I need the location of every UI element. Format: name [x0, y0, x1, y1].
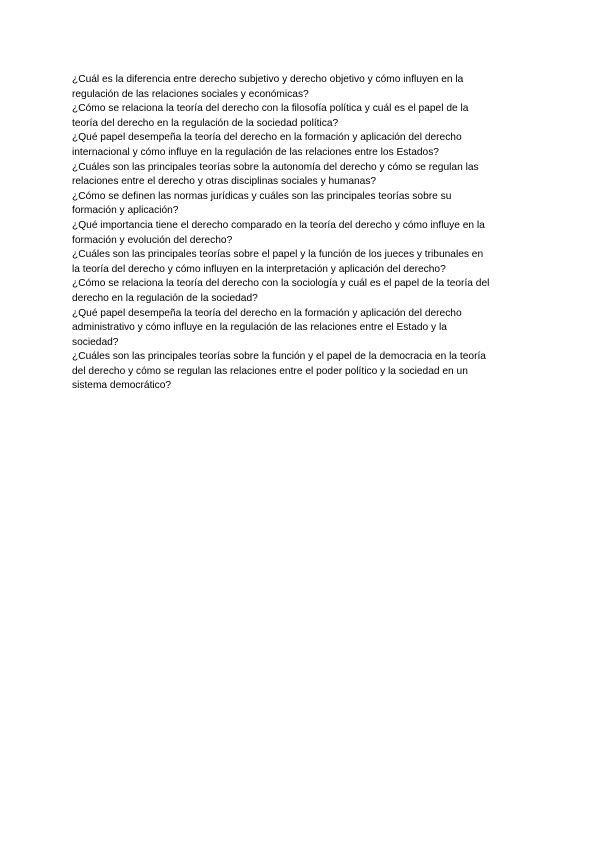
question-item: ¿Cuál es la diferencia entre derecho subjetivo y derecho objetivo y cómo influyen en la regulación de las relaciones sociales y económicas?: [72, 74, 464, 100]
question-item: ¿Qué papel desempeña la teoría del derecho en la formación y aplicación del derecho administrativo y cómo influye en la regulación de las relaciones entre el Estado y la sociedad?: [72, 307, 462, 348]
question-item: ¿Qué importancia tiene el derecho comparado en la teoría del derecho y cómo influye en la formación y evolución del derecho?: [72, 219, 485, 246]
question-item: ¿Cómo se definen las normas jurídicas y cuáles son las principales teorías sobre su formación y aplicación?: [72, 190, 452, 217]
question-list: [72, 73, 530, 394]
question-item: ¿Cuáles son las principales teorías sobre la autonomía del derecho y cómo se regulan las relaciones entre el derecho y otras disciplinas sociales y humanas?: [72, 161, 479, 188]
question-item: ¿Cuáles son las principales teorías sobre la función y el papel de la democracia en la teoría del derecho y cómo se regulan las relaciones entre el poder político y la sociedad en un sistema democrático?: [72, 351, 486, 392]
question-item: ¿Cómo se relaciona la teoría del derecho con la filosofía política y cuál es el papel de la teoría del derecho en la regulación de la sociedad política?: [72, 103, 469, 129]
question-item: ¿Cómo se relaciona la teoría del derecho con la sociología y cuál es el papel de la teoría del derecho en la regulación de la sociedad?: [72, 278, 490, 304]
question-item: ¿Qué papel desempeña la teoría del derecho en la formación y aplicación del derecho internacional y cómo influye en la regulación de las relaciones entre los Estados?: [72, 132, 462, 158]
question-item: ¿Cuáles son las principales teorías sobre el papel y la función de los jueces y tribunales en la teoría del derecho y cómo influyen en la interpretación y aplicación del derecho?: [72, 249, 484, 275]
